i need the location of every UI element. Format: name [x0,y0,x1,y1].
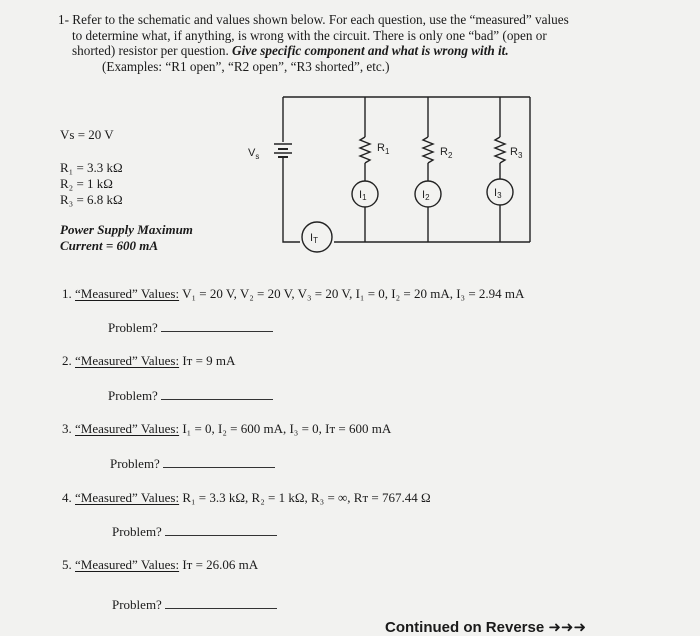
answer-blank[interactable] [161,398,273,400]
question-lead: “Measured” Values: [75,421,180,436]
question-number: 2. [62,353,72,368]
resistor-r1 [360,137,370,163]
question-values: Iᴛ = 26.06 mA [182,557,259,572]
problem-label: Problem? [112,597,162,612]
instructions-examples: (Examples: “R1 open”, “R2 open”, “R3 shorted”, etc.) [102,58,390,74]
given-r2: R₂ = 1 kΩ [60,176,113,191]
problem-label: Problem? [108,388,158,403]
question-2 [62,353,235,369]
problem-label: Problem? [110,456,160,471]
power-supply-line-1: Power Supply Maximum [60,222,193,237]
question-values: R₁ = 3.3 kΩ, R₂ = 1 kΩ, R₃ = ∞, Rᴛ = 767.44 Ω [182,490,431,505]
instructions-line-1: 1- Refer to the schematic and values shown below. For each question, use the “measured” values [58,12,569,27]
resistor-r3 [495,137,505,163]
problem-4 [112,524,277,540]
answer-blank[interactable] [163,466,275,468]
label-i3: I3 [494,187,502,200]
question-3 [62,421,391,437]
instructions-line-2: to determine what, if anything, is wrong with the circuit. There is only one “bad” (open or [72,27,547,43]
given-r3: R₃ = 6.8 kΩ [60,192,123,207]
question-5 [62,557,258,573]
problem-label: Problem? [112,524,162,539]
label-r1: $R_1$ [377,142,390,156]
continued-on-reverse: Continued on Reverse ➜➜➜ [385,619,587,636]
question-values: Iᴛ = 9 mA [182,353,236,368]
question-number: 3. [62,421,72,436]
given-vs: Vs = 20 V [60,127,114,142]
problem-2 [108,388,273,404]
question-values: I₁ = 0, I₂ = 600 mA, I₃ = 0, Iᴛ = 600 mA [182,421,392,436]
label-it: IT [310,232,318,245]
question-1 [62,286,524,302]
question-lead: “Measured” Values: [75,557,180,572]
label-i1: I1 [359,189,367,202]
answer-blank[interactable] [165,534,277,536]
wire-left-bottom [283,157,300,242]
problem-1 [108,320,273,336]
resistor-r2 [423,137,433,163]
label-vs: $V_s$ [248,147,260,161]
label-r2: $R_2$ [440,146,453,160]
question-number: 1. [62,286,72,301]
question-number: 4. [62,490,72,505]
answer-blank[interactable] [161,330,273,332]
label-r3: $R_3$ [510,146,523,160]
question-number: 5. [62,557,72,572]
problem-label: Problem? [108,320,158,335]
answer-blank[interactable] [165,607,277,609]
instructions-emphasis: Give specific component and what is wrong with it. [232,43,509,58]
question-lead: “Measured” Values: [75,353,180,368]
question-values: V₁ = 20 V, V₂ = 20 V, V₃ = 20 V, I₁ = 0, I₂ = 20 mA, I₃ = 2.94 mA [182,286,525,301]
problem-5 [112,597,277,613]
problem-3 [110,456,275,472]
given-r1: R₁ = 3.3 kΩ [60,160,123,175]
instructions-line-3-text: shorted) resistor per question. [72,43,233,58]
question-lead: “Measured” Values: [75,490,180,505]
question-4 [62,490,431,506]
question-lead: “Measured” Values: [75,286,180,301]
label-i2: I2 [422,189,430,202]
power-supply-line-2: Current = 600 mA [60,238,159,253]
